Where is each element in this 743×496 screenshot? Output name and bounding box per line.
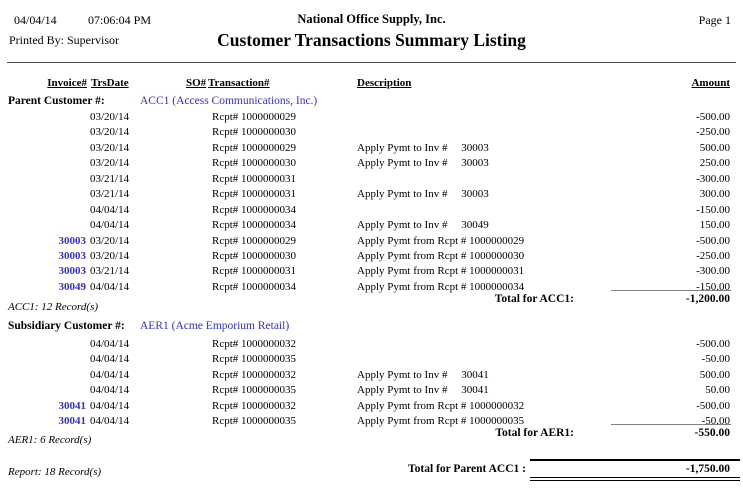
transaction-row <box>0 125 743 140</box>
company-name: National Office Supply, Inc. <box>297 12 446 26</box>
invoice-link[interactable]: 30003 <box>58 249 86 262</box>
transaction-row <box>0 218 743 233</box>
amount: 50.00 <box>705 384 730 397</box>
transaction-number: Rcpt# 1000000034 <box>212 203 297 216</box>
parent-customer-header <box>0 95 743 109</box>
invoice-link[interactable]: 30049 <box>58 280 86 293</box>
report-title: Customer Transactions Summary Listing <box>217 30 526 50</box>
amount: -250.00 <box>696 126 730 139</box>
amount: -500.00 <box>696 111 730 123</box>
description: Apply Pymt from Rcpt # 1000000029 <box>357 234 525 247</box>
trs-date: 04/04/14 <box>90 399 130 412</box>
description: Apply Pymt to Inv # 30041 <box>357 368 489 381</box>
description: Apply Pymt from Rcpt # 1000000034 <box>357 280 525 293</box>
parent-records-summary: ACC1: 12 Record(s) <box>8 301 99 313</box>
trs-date: 04/04/14 <box>90 368 130 381</box>
parent-total-label: Total for ACC1: <box>494 293 574 305</box>
invoice-link[interactable]: 30041 <box>58 415 86 428</box>
transaction-row <box>0 141 743 156</box>
parent-transaction-rows <box>0 110 743 295</box>
transaction-number: Rcpt# 1000000034 <box>212 280 297 293</box>
transaction-number: Rcpt# 1000000034 <box>212 219 297 232</box>
transaction-number: Rcpt# 1000000035 <box>212 415 297 428</box>
description: Apply Pymt from Rcpt # 1000000030 <box>357 249 525 262</box>
transaction-number: Rcpt# 1000000029 <box>212 234 297 247</box>
trs-date: 04/04/14 <box>90 338 130 350</box>
parent-total-amount: -1,200.00 <box>685 293 730 305</box>
report-records-summary: Report: 18 Record(s) <box>8 466 102 478</box>
transaction-number: Rcpt# 1000000035 <box>212 384 297 397</box>
transaction-number: Rcpt# 1000000032 <box>212 368 297 381</box>
column-header-row <box>0 77 743 91</box>
parent-customer-link[interactable]: ACC1 (Access Communications, Inc.) <box>140 95 318 107</box>
description: Apply Pymt to Inv # 30003 <box>357 188 489 201</box>
printed-by: Printed By: Supervisor <box>9 33 119 47</box>
transaction-row <box>0 110 743 125</box>
description: Apply Pymt from Rcpt # 1000000031 <box>357 265 525 278</box>
header-divider <box>7 62 736 63</box>
description: Apply Pymt from Rcpt # 1000000032 <box>357 399 525 412</box>
trs-date: 03/20/14 <box>90 111 130 123</box>
parent-customer-label: Parent Customer #: <box>8 95 105 107</box>
subsidiary-transaction-rows <box>0 337 743 430</box>
amount: -500.00 <box>696 234 730 247</box>
amount: -150.00 <box>696 280 730 293</box>
amount: 150.00 <box>699 219 730 232</box>
subsidiary-total-rule <box>611 424 731 425</box>
trs-date: 03/20/14 <box>90 126 130 139</box>
invoice-link[interactable]: 30003 <box>58 265 86 278</box>
description: Apply Pymt from Rcpt # 1000000035 <box>357 415 525 428</box>
transaction-number: Rcpt# 1000000035 <box>212 353 297 366</box>
invoice-link[interactable]: 30003 <box>58 234 86 247</box>
subsidiary-total-amount: -550.00 <box>694 427 730 439</box>
subsidiary-total-label: Total for AER1: <box>495 427 574 439</box>
page-number: Page 1 <box>698 13 731 27</box>
transaction-number: Rcpt# 1000000031 <box>212 188 297 201</box>
grand-total-rule-top <box>530 459 740 461</box>
transaction-number: Rcpt# 1000000029 <box>212 111 297 123</box>
column-header-amount: Amount <box>691 77 730 89</box>
parent-total-rule <box>611 290 731 291</box>
description: Apply Pymt to Inv # 30003 <box>357 141 489 154</box>
transaction-row <box>0 337 743 352</box>
trs-date: 04/04/14 <box>90 219 130 232</box>
amount: -250.00 <box>696 249 730 262</box>
grand-total-double-underline <box>530 477 740 481</box>
amount: 250.00 <box>699 157 730 170</box>
column-header-invoice: Invoice# <box>47 77 87 89</box>
report-date: 04/04/14 <box>14 13 57 27</box>
description: Apply Pymt to Inv # 30003 <box>357 157 489 170</box>
amount: -500.00 <box>696 399 730 412</box>
amount: 500.00 <box>699 368 730 381</box>
grand-total-amount: -1,750.00 <box>685 463 730 475</box>
column-header-description: Description <box>357 77 412 89</box>
transaction-row <box>0 264 743 279</box>
subsidiary-customer-header <box>0 320 743 334</box>
transaction-row <box>0 399 743 414</box>
amount: -300.00 <box>696 172 730 185</box>
column-header-transaction: Transaction# <box>208 77 270 89</box>
transaction-row <box>0 234 743 249</box>
column-header-trsdate: TrsDate <box>91 77 129 89</box>
amount: 300.00 <box>699 188 730 201</box>
trs-date: 04/04/14 <box>90 280 130 293</box>
transaction-number: Rcpt# 1000000032 <box>212 338 297 350</box>
transaction-row <box>0 352 743 367</box>
column-header-so: SO# <box>186 77 207 89</box>
trs-date: 04/04/14 <box>90 203 130 216</box>
transaction-number: Rcpt# 1000000029 <box>212 141 297 154</box>
trs-date: 04/04/14 <box>90 353 130 366</box>
subsidiary-customer-link[interactable]: AER1 (Acme Emporium Retail) <box>140 320 290 332</box>
amount: 500.00 <box>699 141 730 154</box>
trs-date: 03/21/14 <box>90 265 130 278</box>
trs-date: 04/04/14 <box>90 384 130 397</box>
transaction-number: Rcpt# 1000000030 <box>212 249 297 262</box>
amount: -150.00 <box>696 203 730 216</box>
grand-total-label: Total for Parent ACC1 : <box>408 463 526 475</box>
trs-date: 03/21/14 <box>90 172 130 185</box>
transaction-number: Rcpt# 1000000030 <box>212 157 297 170</box>
amount: -50.00 <box>701 353 730 366</box>
transaction-number: Rcpt# 1000000031 <box>212 172 297 185</box>
transaction-row <box>0 172 743 187</box>
subsidiary-customer-label: Subsidiary Customer #: <box>8 320 125 332</box>
transaction-row <box>0 368 743 383</box>
transaction-row <box>0 203 743 218</box>
transaction-number: Rcpt# 1000000030 <box>212 126 297 139</box>
transaction-number: Rcpt# 1000000031 <box>212 265 297 278</box>
trs-date: 03/21/14 <box>90 188 130 201</box>
trs-date: 04/04/14 <box>90 415 130 428</box>
transaction-row <box>0 383 743 398</box>
transaction-number: Rcpt# 1000000032 <box>212 399 297 412</box>
amount: -500.00 <box>696 338 730 350</box>
subsidiary-records-summary: AER1: 6 Record(s) <box>8 434 92 446</box>
transaction-row <box>0 156 743 171</box>
trs-date: 03/20/14 <box>90 141 130 154</box>
trs-date: 03/20/14 <box>90 234 130 247</box>
report-time: 07:06:04 PM <box>88 13 152 27</box>
transaction-row <box>0 187 743 202</box>
invoice-link[interactable]: 30041 <box>58 399 86 412</box>
description: Apply Pymt to Inv # 30041 <box>357 384 489 397</box>
transaction-row <box>0 249 743 264</box>
trs-date: 03/20/14 <box>90 249 130 262</box>
amount: -50.00 <box>701 415 730 428</box>
amount: -300.00 <box>696 265 730 278</box>
trs-date: 03/20/14 <box>90 157 130 170</box>
description: Apply Pymt to Inv # 30049 <box>357 219 489 232</box>
